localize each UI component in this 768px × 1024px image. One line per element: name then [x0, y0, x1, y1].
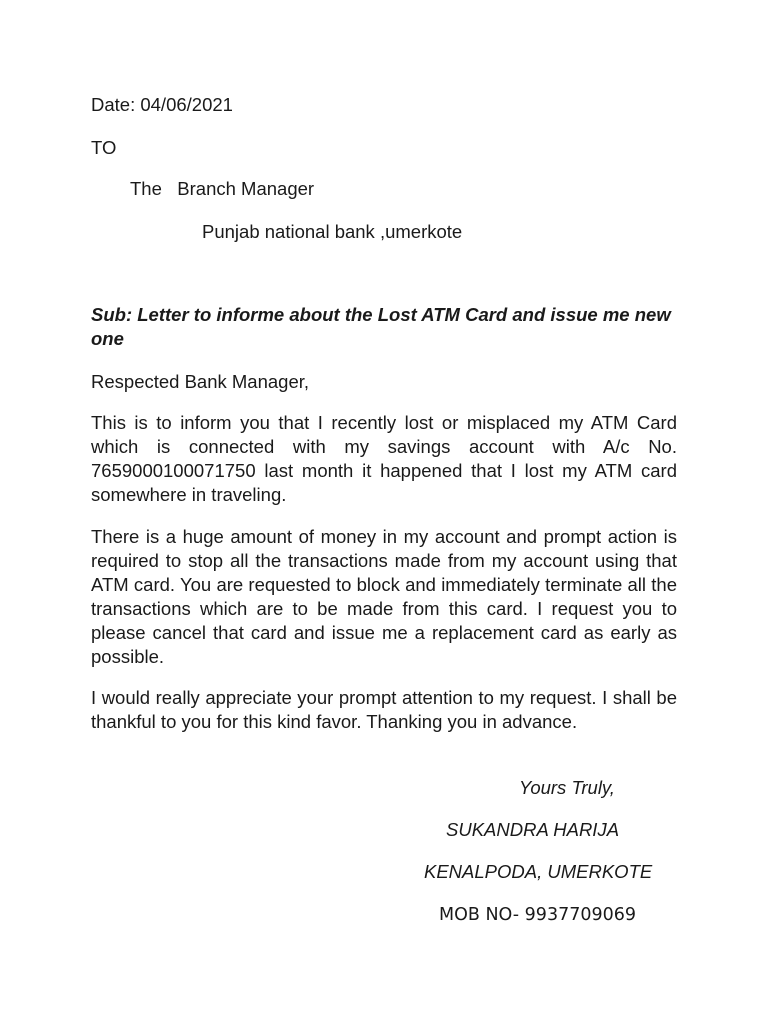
sender-name: SUKANDRA HARIJA	[446, 819, 620, 840]
closing: Yours Truly,	[519, 777, 615, 798]
sender-address: KENALPODA, UMERKOTE	[424, 861, 653, 882]
body-paragraph-3: I would really appreciate your prompt attention to my request. I shall be thankful to you for this kind favor. Thanking you in advance.	[91, 687, 677, 732]
recipient-title: The Branch Manager	[130, 178, 315, 199]
salutation: Respected Bank Manager,	[91, 371, 310, 392]
body-paragraph-2: There is a huge amount of money in my account and prompt action is required to stop all the transactions made from my account using that ATM card. You are requested to block and immediately terminate all the transactions which are to be made from this card. I request you to please cancel that card and issue me a replacement card as early as possible.	[91, 526, 677, 667]
sender-mobile: MOB NO- 9937709069	[439, 905, 637, 925]
recipient-to: TO	[91, 137, 117, 158]
recipient-bank: Punjab national bank ,umerkote	[202, 221, 463, 242]
letter-date: Date: 04/06/2021	[91, 94, 233, 115]
body-paragraph-1: This is to inform you that I recently lost or misplaced my ATM Card which is connected with my savings account with A/c No. 7659000100071750 last month it happened that I lost my ATM card somewhere in traveling.	[91, 412, 677, 505]
letter-subject: Sub: Letter to informe about the Lost ATM Card and issue me new one	[91, 304, 671, 349]
